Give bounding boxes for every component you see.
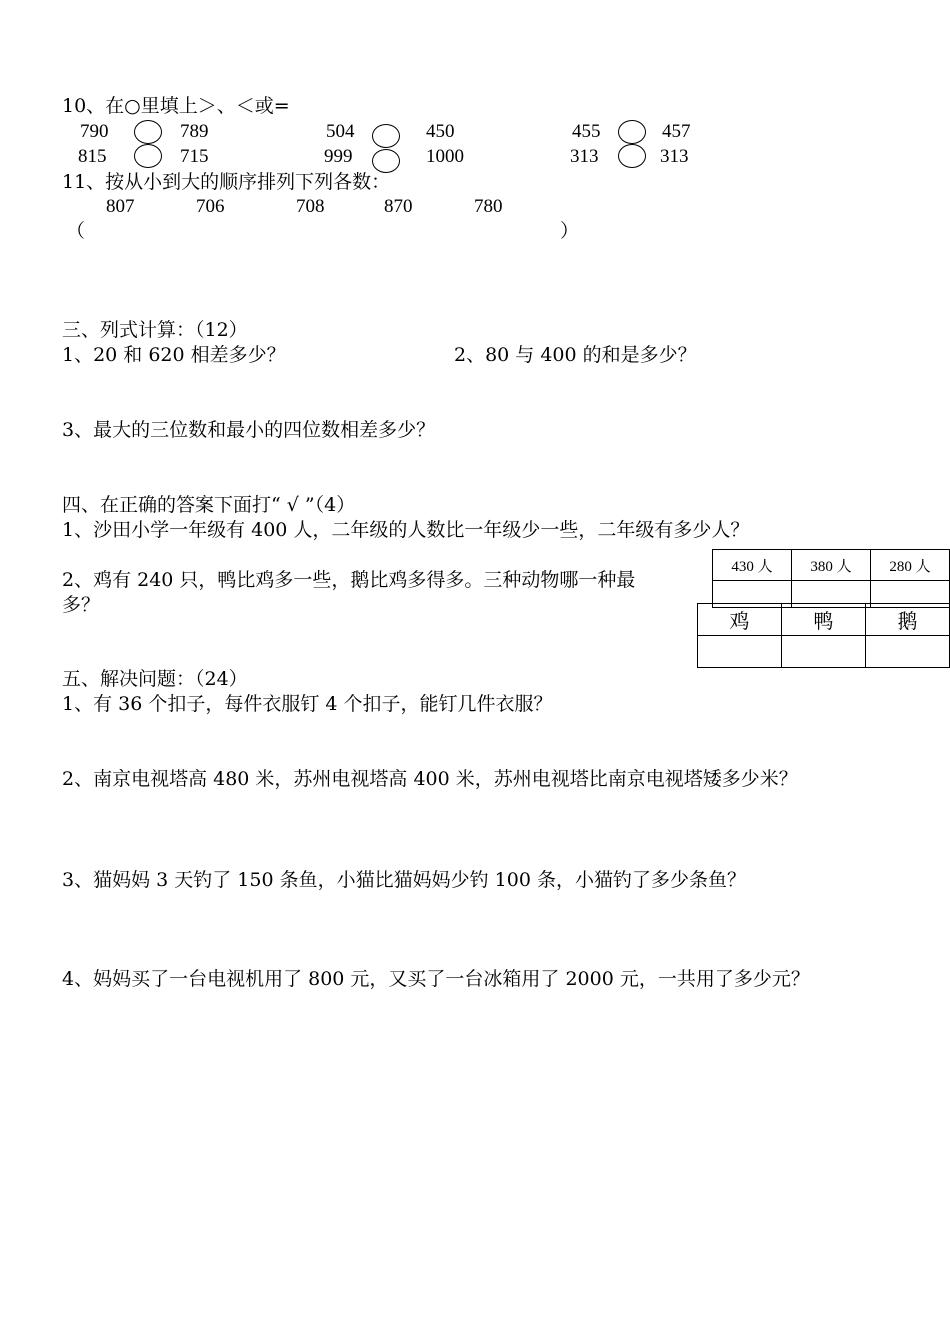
q11-title: 11、按从小到大的顺序排列下列各数： xyxy=(62,171,391,193)
section3-q2: 2、80 与 400 的和是多少？ xyxy=(454,344,697,366)
q11-number: 807 xyxy=(106,196,135,217)
compare-circle-1[interactable] xyxy=(134,120,162,144)
q10-pair3-left: 455 xyxy=(572,121,601,142)
section3-q1: 1、20 和 620 相差多少？ xyxy=(62,344,286,366)
compare-circle-3[interactable] xyxy=(618,120,646,144)
option-goose: 鹅 xyxy=(866,604,950,636)
section4-q2-line1: 2、鸡有 240 只，鸭比鸡多一些，鹅比鸡多得多。三种动物哪一种最 xyxy=(62,569,636,591)
section3-heading: 三、列式计算：（12） xyxy=(62,319,248,341)
section5-q1: 1、有 36 个扣子，每件衣服钉 4 个扣子，能钉几件衣服？ xyxy=(62,693,553,715)
q10-pair1-right: 789 xyxy=(180,121,209,142)
tick-cell-chicken[interactable] xyxy=(698,636,782,668)
q10-pair6-right: 313 xyxy=(660,146,689,167)
tick-cell-goose[interactable] xyxy=(866,636,950,668)
option-280: 280 人 xyxy=(871,550,950,581)
section5-q3: 3、猫妈妈 3 天钓了 150 条鱼，小猫比猫妈妈少钓 100 条，小猫钓了多少条鱼？ xyxy=(62,869,746,891)
q10-pair2-left: 504 xyxy=(326,121,355,142)
q10-pair4-left: 815 xyxy=(78,146,107,167)
option-430: 430 人 xyxy=(713,550,792,581)
q2-options-table xyxy=(697,603,950,668)
q11-number: 706 xyxy=(196,196,225,217)
section3-q3: 3、最大的三位数和最小的四位数相差多少？ xyxy=(62,419,436,441)
q1-options-table xyxy=(712,549,950,608)
q10-pair6-left: 313 xyxy=(570,146,599,167)
tick-cell-duck[interactable] xyxy=(782,636,866,668)
q10-pair5-right: 1000 xyxy=(426,146,464,167)
q10-pair4-right: 715 xyxy=(180,146,209,167)
section5-heading: 五、解决问题：（24） xyxy=(62,668,248,690)
compare-circle-2[interactable] xyxy=(372,124,400,148)
q10-pair1-left: 790 xyxy=(80,121,109,142)
answer-paren-close: ） xyxy=(560,220,580,242)
compare-circle-4[interactable] xyxy=(134,144,162,168)
answer-paren-open: （ xyxy=(66,220,86,242)
q11-number: 708 xyxy=(296,196,325,217)
q11-number: 870 xyxy=(384,196,413,217)
q10-pair3-right: 457 xyxy=(662,121,691,142)
q10-title: 10、在○里填上＞、＜或= xyxy=(62,95,290,117)
option-chicken: 鸡 xyxy=(698,604,782,636)
q11-number: 780 xyxy=(474,196,503,217)
section4-heading: 四、在正确的答案下面打“ √ ”（4） xyxy=(62,494,356,516)
q10-pair2-right: 450 xyxy=(426,121,455,142)
option-380: 380 人 xyxy=(792,550,871,581)
section4-q2-line2: 多？ xyxy=(62,594,101,616)
section4-q1: 1、沙田小学一年级有 400 人，二年级的人数比一年级少一些，二年级有多少人？ xyxy=(62,519,750,541)
compare-circle-5[interactable] xyxy=(372,149,400,173)
compare-circle-6[interactable] xyxy=(618,144,646,168)
section5-q2: 2、南京电视塔高 480 米，苏州电视塔高 400 米，苏州电视塔比南京电视塔矮多少米？ xyxy=(62,768,798,790)
q10-pair5-left: 999 xyxy=(324,146,353,167)
option-duck: 鸭 xyxy=(782,604,866,636)
section5-q4: 4、妈妈买了一台电视机用了 800 元，又买了一台冰箱用了 2000 元，一共用了多少元？ xyxy=(62,968,810,990)
